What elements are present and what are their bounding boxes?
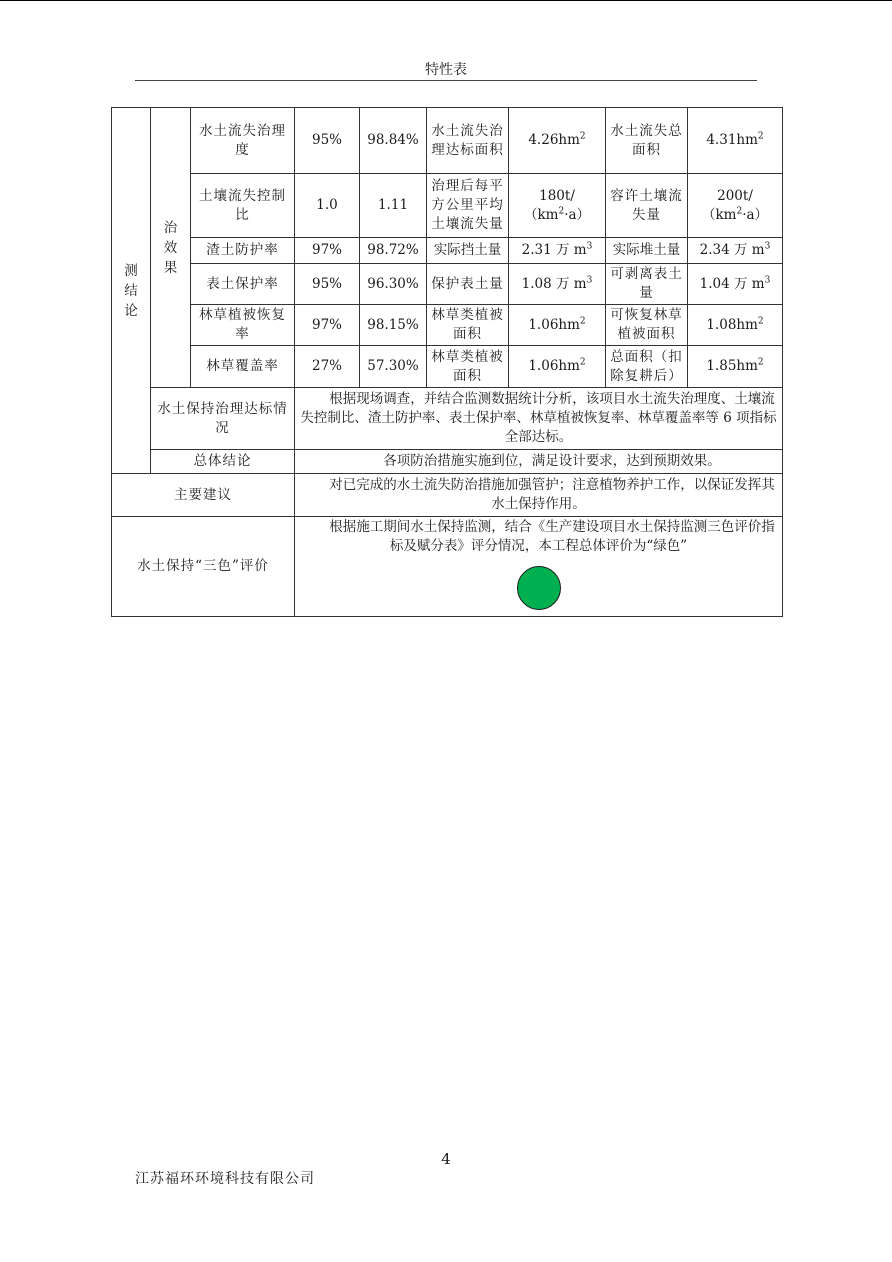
- suggestion-text: 对已完成的水土流失防治措施加强管护；注意植物养护工作，以保证发挥其水土保持作用。: [329, 477, 775, 512]
- characteristics-table: [111, 107, 783, 617]
- table-row: [112, 346, 783, 388]
- item2-sup: 2: [757, 131, 764, 142]
- item1-unit-b: ·a）: [564, 206, 591, 223]
- item1-unit-a: （km: [523, 206, 559, 223]
- item1-value: 4.26hm: [528, 132, 580, 148]
- item1-sup: 3: [586, 241, 593, 252]
- item1-sup: 2: [579, 131, 586, 142]
- item2-sup: 2: [757, 316, 764, 326]
- item2-label-cell: 水土流失总面积: [606, 108, 688, 174]
- item2-unit-sup: 2: [736, 206, 743, 216]
- item2-sup: 2: [757, 357, 764, 368]
- item2-sup: 3: [764, 241, 771, 252]
- item1-unit-sup: 2: [558, 206, 565, 216]
- section-label: 测结论: [124, 262, 138, 319]
- item2-value-cell: [688, 305, 783, 346]
- achieved-cell: 98.15%: [360, 305, 427, 346]
- table-row: [112, 305, 783, 346]
- achieved-cell: 57.30%: [360, 346, 427, 388]
- table-row: [112, 108, 783, 174]
- item2-unit-b: ·a）: [742, 206, 769, 223]
- item2-value-cell: [688, 108, 783, 174]
- item1-value-cell: [509, 238, 606, 264]
- three-color-text: 根据施工期间水土保持监测，结合《生产建设项目水土保持监测三色评价指标及赋分表》评分情况，本工程总体评价为“绿色”: [329, 519, 775, 554]
- item2-value: 1.85hm: [706, 358, 758, 374]
- header-rule: [135, 80, 757, 81]
- conclusion-text: 各项防治措施实施到位，满足设计要求，达到预期效果。: [383, 453, 721, 469]
- table-row: [112, 450, 783, 474]
- page-number: 4: [441, 1150, 451, 1168]
- green-rating-icon: [517, 566, 561, 610]
- item2-value-cell: [688, 264, 783, 305]
- item1-label-cell: 保护表土量: [427, 264, 509, 305]
- achieved-cell: 96.30%: [360, 264, 427, 305]
- achieved-cell: 98.72%: [360, 238, 427, 264]
- item1-sup: 3: [586, 275, 593, 285]
- table-row: [112, 474, 783, 517]
- target-cell: 97%: [295, 305, 360, 346]
- company-name: 江苏福环环境科技有限公司: [135, 1171, 315, 1187]
- item2-sup: 3: [764, 275, 771, 285]
- item1-value: 1.08 万 m: [521, 275, 587, 292]
- item2-label-cell: 容许土壤流失量: [606, 174, 688, 238]
- item1-value-cell: [509, 264, 606, 305]
- item1-label-cell: 林草类植被面积: [427, 346, 509, 388]
- item1-value-cell: [509, 305, 606, 346]
- compliance-text: 根据现场调查，并结合监测数据统计分析，该项目水土流失治理度、土壤流失控制比、渣土防护率、表土保护率、林草植被恢复率、林草覆盖率等 6 项指标全部达标。: [300, 391, 777, 445]
- target-cell: 27%: [295, 346, 360, 388]
- target-cell: 95%: [295, 108, 360, 174]
- suggestion-label-cell: 主要建议: [112, 474, 295, 517]
- table-row: [112, 174, 783, 238]
- item2-value-cell: [688, 346, 783, 388]
- indicator-cell: 土壤流失控制比: [191, 174, 295, 238]
- indicator-cell: 水土流失治理度: [191, 108, 295, 174]
- page-header-title: 特性表: [425, 62, 467, 78]
- item2-value: 2.34 万 m: [699, 242, 765, 258]
- item1-label-cell: 治理后每平方公里平均土壤流失量: [427, 174, 509, 238]
- item2-value-cell: [688, 238, 783, 264]
- item2-label-cell: 可剥离表土量: [606, 264, 688, 305]
- item1-label-cell: 林草类植被面积: [427, 305, 509, 346]
- target-cell: 97%: [295, 238, 360, 264]
- conclusion-text-cell: [295, 450, 783, 474]
- item1-value: 1.06hm: [528, 358, 580, 374]
- item2-unit: [691, 206, 779, 225]
- item1-sup: 2: [579, 316, 586, 326]
- top-border: [0, 0, 892, 1]
- item1-label-cell: 实际挡土量: [427, 238, 509, 264]
- indicator-cell: 林草覆盖率: [191, 346, 295, 388]
- item1-value-cell: [509, 108, 606, 174]
- item1-value-cell: [509, 174, 606, 238]
- item2-unit-a: （km: [701, 206, 737, 223]
- section-label-cell: [112, 108, 151, 474]
- compliance-label-cell: 水土保持治理达标情况: [151, 388, 295, 450]
- item1-value: 2.31 万 m: [521, 242, 587, 258]
- indicator-cell: 表土保护率: [191, 264, 295, 305]
- item1-sup: 2: [579, 357, 586, 368]
- table-row: [112, 517, 783, 617]
- item2-value: 200t/: [717, 187, 753, 204]
- table-row: [112, 264, 783, 305]
- item2-label-cell: 可恢复林草植被面积: [606, 305, 688, 346]
- item2-value: 4.31hm: [706, 132, 758, 148]
- item1-value: 180t/: [539, 187, 575, 204]
- item2-value: 1.08hm: [706, 316, 758, 333]
- target-cell: 95%: [295, 264, 360, 305]
- sub-label: 治效果: [163, 219, 178, 276]
- target-cell: 1.0: [295, 174, 360, 238]
- item1-unit: [512, 206, 602, 225]
- achieved-cell: 98.84%: [360, 108, 427, 174]
- three-color-text-cell: [295, 517, 783, 617]
- item2-label-cell: 总面积（扣除复耕后）: [606, 346, 688, 388]
- item2-label-cell: 实际堆土量: [606, 238, 688, 264]
- compliance-text-cell: [295, 388, 783, 450]
- item2-value: 1.04 万 m: [699, 275, 765, 292]
- item1-label-cell: 水土流失治理达标面积: [427, 108, 509, 174]
- table-row: [112, 388, 783, 450]
- achieved-cell: 1.11: [360, 174, 427, 238]
- conclusion-label-cell: 总体结论: [151, 450, 295, 474]
- table-row: [112, 238, 783, 264]
- sub-label-cell: [151, 108, 191, 388]
- indicator-cell: 林草植被恢复率: [191, 305, 295, 346]
- three-color-label-cell: 水土保持“三色”评价: [112, 517, 295, 617]
- item1-value: 1.06hm: [528, 316, 580, 333]
- item1-value-cell: [509, 346, 606, 388]
- suggestion-text-cell: [295, 474, 783, 517]
- indicator-cell: 渣土防护率: [191, 238, 295, 264]
- item2-value-cell: [688, 174, 783, 238]
